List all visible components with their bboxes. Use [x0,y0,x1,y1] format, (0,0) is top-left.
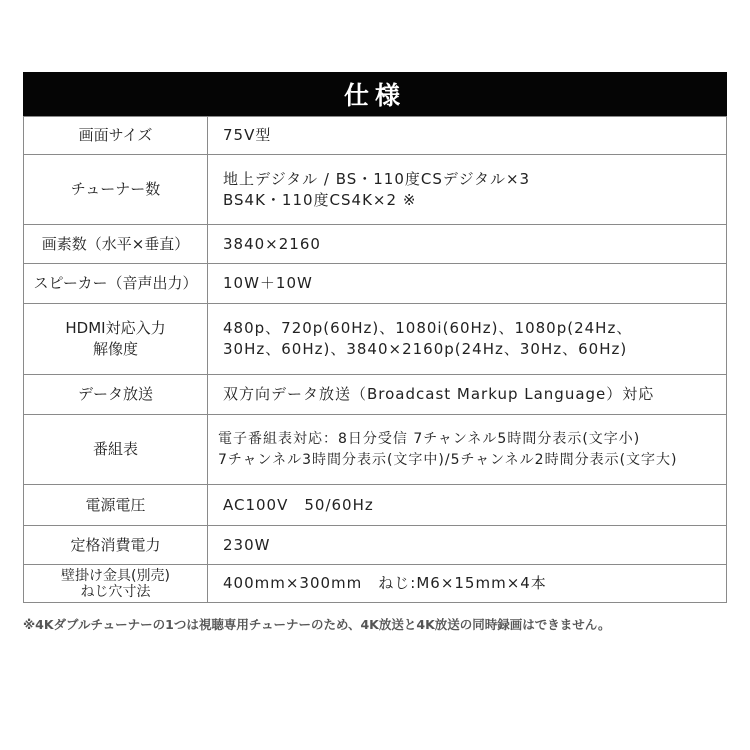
row-label: スピーカー（音声出力） [24,264,208,304]
row-value: AC100V 50/60Hz [208,485,727,526]
footnote: ※4Kダブルチューナーの1つは視聴専用チューナーのため、4K放送と4K放送の同時録画はできません。 [23,617,611,632]
table-row [24,415,727,485]
row-value: 75V型 [208,117,727,155]
row-label: 定格消費電力 [24,526,208,565]
spec-sheet [23,72,727,603]
row-value: 10W＋10W [208,264,727,304]
row-label: 画素数（水平×垂直） [24,225,208,264]
row-value: 230W [208,526,727,565]
row-label: HDMI対応入力 解像度 [24,304,208,375]
row-value: 3840×2160 [208,225,727,264]
table-row [24,225,727,264]
table-row [24,375,727,415]
row-value: 電子番組表対応：8日分受信 7チャンネル5時間分表示(文字小) 7チャンネル3時間分表示(文字中)/5チャンネル2時間分表示(文字大) [208,415,727,485]
row-label: 番組表 [24,415,208,485]
row-value: 480p、720p(60Hz)、1080i(60Hz)、1080p(24Hz、 30Hz、60Hz)、3840×2160p(24Hz、30Hz、60Hz) [208,304,727,375]
row-label: 画面サイズ [24,117,208,155]
table-row [24,117,727,155]
spec-table [23,116,727,603]
table-row [24,485,727,526]
row-value: 双方向データ放送（Broadcast Markup Language）対応 [208,375,727,415]
table-row [24,565,727,603]
row-value: 地上デジタル / BS・110度CSデジタル×3 BS4K・110度CS4K×2 ※ [208,155,727,225]
table-row [24,155,727,225]
row-label: データ放送 [24,375,208,415]
row-label: 壁掛け金具(別売) ねじ穴寸法 [24,565,208,603]
table-row [24,526,727,565]
row-label: 電源電圧 [24,485,208,526]
spec-title: 仕様 [23,72,727,116]
row-value: 400mm×300mm ねじ:M6×15mm×4本 [208,565,727,603]
table-row [24,304,727,375]
table-row [24,264,727,304]
row-label: チューナー数 [24,155,208,225]
